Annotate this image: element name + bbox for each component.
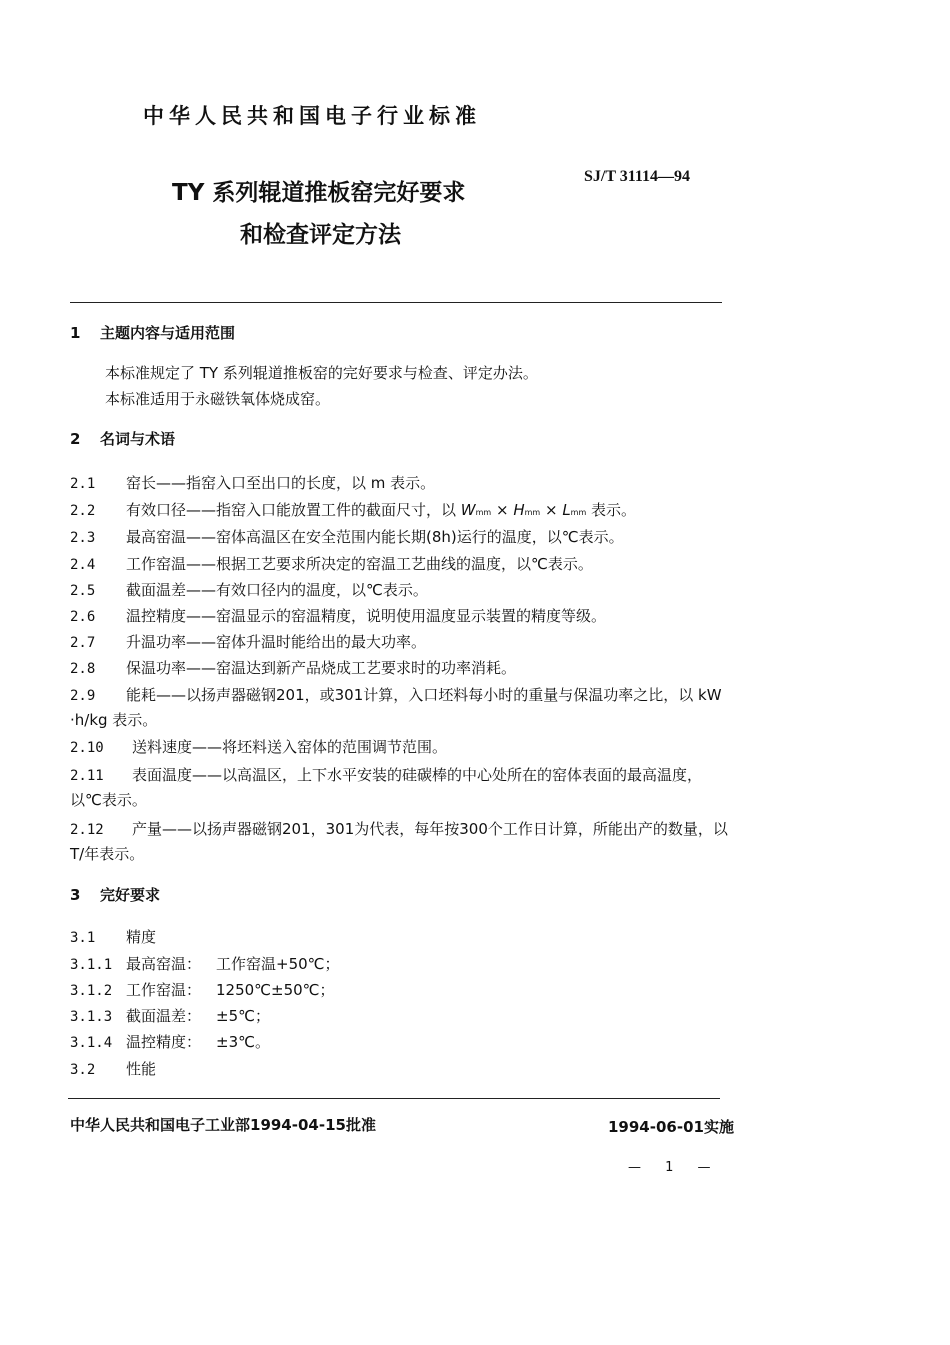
spec-value: 工作窑温+50℃；: [216, 955, 340, 973]
term-item-continuation: T/年表示。: [70, 845, 145, 863]
term-text: 截面温差——有效口径内的温度，以℃表示。: [126, 581, 428, 599]
term-item: [70, 579, 428, 600]
term-number: 2.1: [70, 476, 96, 492]
term-text: 升温功率——窑体升温时能给出的最大功率。: [126, 633, 427, 651]
section-title: 名词与术语: [100, 430, 176, 448]
section-number: 3: [70, 886, 81, 904]
section-1-heading: [70, 322, 235, 343]
term-text: 工作窑温——根据工艺要求所决定的窑温工艺曲线的温度，以℃表示。: [126, 555, 593, 573]
issuing-authority: 中华人民共和国电子行业标准: [143, 104, 481, 128]
footer-divider: [68, 1098, 720, 1099]
term-item-continuation: ·h/kg 表示。: [70, 711, 158, 729]
spec-item: [70, 979, 335, 1000]
term-text: 有效口径——指窑入口能放置工件的截面尺寸，以: [126, 501, 461, 519]
term-text-end: 表示。: [586, 501, 637, 519]
term-item: [70, 526, 624, 547]
spec-item: [70, 953, 340, 974]
term-text: 温控精度——窑温显示的窑温精度，说明使用温度显示装置的精度等级。: [126, 607, 607, 625]
spec-label: 温控精度：: [126, 1033, 202, 1051]
term-number: 2.3: [70, 530, 96, 546]
section-1-paragraph-1: 本标准规定了 TY 系列辊道推板窑的完好要求与检查、评定办法。: [105, 364, 538, 382]
section-number: 1: [70, 324, 81, 342]
spec-value: ±5℃；: [216, 1007, 270, 1025]
subsection-number: 3.2: [70, 1062, 96, 1078]
spec-label: 截面温差：: [126, 1007, 202, 1025]
term-number: 2.10: [70, 740, 104, 756]
spec-number: 3.1.1: [70, 957, 113, 973]
approval-date: 中华人民共和国电子工业部1994-04-15批准: [70, 1116, 376, 1134]
term-number: 2.9: [70, 688, 96, 704]
document-title-line2: 和检查评定方法: [240, 222, 401, 248]
section-2-heading: [70, 428, 175, 449]
height-symbol: H: [513, 501, 525, 519]
section-3-heading: [70, 884, 160, 905]
subsection-3-1: [70, 926, 156, 947]
term-item: [70, 657, 516, 678]
subsection-number: 3.1: [70, 930, 96, 946]
term-text: 表面温度——以高温区，上下水平安装的硅碳棒的中心处所在的窑体表面的最高温度，: [132, 766, 703, 784]
term-number: 2.12: [70, 822, 104, 838]
page-number: — 1 —: [628, 1160, 721, 1175]
term-number: 2.5: [70, 583, 96, 599]
spec-value: 1250℃±50℃；: [216, 981, 335, 999]
term-item-continuation: 以℃表示。: [70, 791, 147, 809]
spec-number: 3.1.2: [70, 983, 113, 999]
subsection-3-2: [70, 1058, 156, 1079]
unit-subscript: mm: [570, 508, 587, 517]
unit-subscript: mm: [524, 508, 541, 517]
term-text: 保温功率——窑温达到新产品烧成工艺要求时的功率消耗。: [126, 659, 517, 677]
spec-number: 3.1.4: [70, 1035, 113, 1051]
term-item: [70, 553, 593, 574]
section-1-paragraph-2: 本标准适用于永磁铁氧体烧成窑。: [105, 390, 331, 408]
section-title: 主题内容与适用范围: [100, 324, 236, 342]
term-number: 2.8: [70, 661, 96, 677]
spec-value: ±3℃。: [216, 1033, 270, 1051]
document-title-line1: TY 系列辊道推板窑完好要求: [172, 180, 466, 206]
standard-code: SJ/T 31114—94: [584, 168, 690, 185]
times-sign: ×: [540, 501, 563, 519]
term-text: 送料速度——将坯料送入窑体的范围调节范围。: [132, 738, 448, 756]
term-text: 窑长——指窑入口至出口的长度，以 m 表示。: [126, 474, 436, 492]
length-symbol: L: [562, 501, 571, 519]
term-item: [70, 764, 702, 785]
spec-item: [70, 1031, 270, 1052]
times-sign: ×: [491, 501, 514, 519]
term-text: 能耗——以扬声器磁钢201，或301计算，入口坯料每小时的重量与保温功率之比，以 kW: [126, 686, 722, 704]
term-item: [70, 499, 636, 520]
term-item: [70, 818, 728, 839]
width-symbol: W: [460, 501, 476, 519]
term-text: 产量——以扬声器磁钢201，301为代表，每年按300个工作日计算，所能出产的数量，以: [132, 820, 728, 838]
term-item: [70, 684, 722, 705]
term-item: [70, 605, 606, 626]
term-number: 2.2: [70, 503, 96, 519]
subsection-title: 精度: [126, 928, 157, 946]
spec-label: 最高窑温：: [126, 955, 202, 973]
term-item: [70, 472, 435, 493]
spec-item: [70, 1005, 270, 1026]
term-item: [70, 631, 426, 652]
term-number: 2.4: [70, 557, 96, 573]
section-number: 2: [70, 430, 81, 448]
effective-date: 1994-06-01实施: [608, 1118, 734, 1136]
term-text: 最高窑温——窑体高温区在安全范围内能长期(8h)运行的温度，以℃表示。: [126, 528, 624, 546]
term-number: 2.6: [70, 609, 96, 625]
spec-number: 3.1.3: [70, 1009, 113, 1025]
spec-label: 工作窑温：: [126, 981, 202, 999]
unit-subscript: mm: [475, 508, 492, 517]
term-number: 2.11: [70, 768, 104, 784]
section-title: 完好要求: [100, 886, 161, 904]
term-item: [70, 736, 447, 757]
header-divider: [70, 302, 722, 303]
subsection-title: 性能: [126, 1060, 157, 1078]
term-number: 2.7: [70, 635, 96, 651]
